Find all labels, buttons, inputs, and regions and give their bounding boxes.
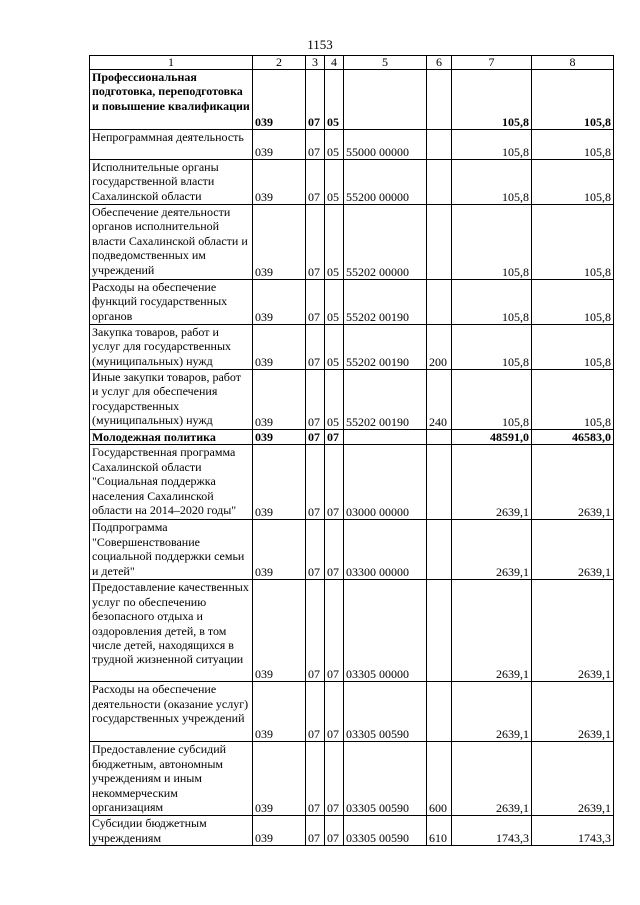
subsection-code: 07 bbox=[325, 682, 344, 742]
column-header: 6 bbox=[427, 56, 452, 70]
target-article-code: 03305 00590 bbox=[344, 742, 427, 816]
subsection-code: 05 bbox=[325, 280, 344, 325]
amount-year-2: 46583,0 bbox=[532, 430, 614, 445]
kvsr-code: 039 bbox=[253, 70, 306, 130]
section-code: 07 bbox=[306, 430, 325, 445]
target-article-code: 55202 00190 bbox=[344, 370, 427, 430]
subsection-code: 05 bbox=[325, 325, 344, 370]
target-article-code: 03305 00590 bbox=[344, 816, 427, 846]
amount-year-2: 105,8 bbox=[532, 325, 614, 370]
row-name: Подпрограмма "Совершенствование социальной поддержки семьи и детей" bbox=[90, 520, 253, 580]
section-code: 07 bbox=[306, 160, 325, 205]
row-name: Субсидии бюджетным учреждениям bbox=[90, 816, 253, 846]
budget-table bbox=[89, 55, 614, 846]
section-code: 07 bbox=[306, 816, 325, 846]
column-header: 2 bbox=[253, 56, 306, 70]
amount-year-1: 2639,1 bbox=[452, 742, 532, 816]
table-row bbox=[90, 70, 614, 130]
subsection-code: 07 bbox=[325, 816, 344, 846]
table-row bbox=[90, 445, 614, 520]
subsection-code: 05 bbox=[325, 205, 344, 280]
row-name: Закупка товаров, работ и услуг для государственных (муниципальных) нужд bbox=[90, 325, 253, 370]
expense-type-code bbox=[427, 682, 452, 742]
table-row bbox=[90, 325, 614, 370]
amount-year-1: 105,8 bbox=[452, 280, 532, 325]
page-number: 1153 bbox=[307, 37, 333, 52]
subsection-code: 07 bbox=[325, 580, 344, 682]
table-row bbox=[90, 160, 614, 205]
subsection-code: 05 bbox=[325, 130, 344, 160]
amount-year-2: 105,8 bbox=[532, 205, 614, 280]
row-name: Иные закупки товаров, работ и услуг для обеспечения государственных (муниципальных) нужд bbox=[90, 370, 253, 430]
kvsr-code: 039 bbox=[253, 370, 306, 430]
kvsr-code: 039 bbox=[253, 430, 306, 445]
target-article-code: 55200 00000 bbox=[344, 160, 427, 205]
amount-year-1: 105,8 bbox=[452, 205, 532, 280]
amount-year-1: 1743,3 bbox=[452, 816, 532, 846]
table-row bbox=[90, 430, 614, 445]
amount-year-2: 105,8 bbox=[532, 70, 614, 130]
amount-year-2: 105,8 bbox=[532, 130, 614, 160]
kvsr-code: 039 bbox=[253, 580, 306, 682]
section-code: 07 bbox=[306, 520, 325, 580]
row-name: Обеспечение деятельности органов исполнительной власти Сахалинской области и подведомственных им учреждений bbox=[90, 205, 253, 280]
amount-year-1: 105,8 bbox=[452, 70, 532, 130]
expense-type-code: 240 bbox=[427, 370, 452, 430]
amount-year-1: 105,8 bbox=[452, 160, 532, 205]
kvsr-code: 039 bbox=[253, 130, 306, 160]
expense-type-code bbox=[427, 205, 452, 280]
table-row bbox=[90, 370, 614, 430]
kvsr-code: 039 bbox=[253, 520, 306, 580]
section-code: 07 bbox=[306, 580, 325, 682]
target-article-code: 55202 00000 bbox=[344, 205, 427, 280]
kvsr-code: 039 bbox=[253, 280, 306, 325]
target-article-code bbox=[344, 70, 427, 130]
column-header: 4 bbox=[325, 56, 344, 70]
amount-year-1: 2639,1 bbox=[452, 445, 532, 520]
section-code: 07 bbox=[306, 325, 325, 370]
amount-year-1: 2639,1 bbox=[452, 580, 532, 682]
kvsr-code: 039 bbox=[253, 445, 306, 520]
row-name: Расходы на обеспечение деятельности (оказание услуг) государственных учреждений bbox=[90, 682, 253, 742]
subsection-code: 07 bbox=[325, 445, 344, 520]
target-article-code: 55202 00190 bbox=[344, 325, 427, 370]
amount-year-1: 2639,1 bbox=[452, 682, 532, 742]
row-name: Исполнительные органы государственной власти Сахалинской области bbox=[90, 160, 253, 205]
target-article-code: 55000 00000 bbox=[344, 130, 427, 160]
section-code: 07 bbox=[306, 280, 325, 325]
kvsr-code: 039 bbox=[253, 160, 306, 205]
amount-year-2: 1743,3 bbox=[532, 816, 614, 846]
subsection-code: 05 bbox=[325, 370, 344, 430]
section-code: 07 bbox=[306, 370, 325, 430]
expense-type-code bbox=[427, 280, 452, 325]
amount-year-2: 2639,1 bbox=[532, 580, 614, 682]
amount-year-2: 2639,1 bbox=[532, 520, 614, 580]
subsection-code: 07 bbox=[325, 430, 344, 445]
table-row bbox=[90, 682, 614, 742]
table-row bbox=[90, 580, 614, 682]
amount-year-2: 2639,1 bbox=[532, 445, 614, 520]
amount-year-1: 48591,0 bbox=[452, 430, 532, 445]
amount-year-2: 105,8 bbox=[532, 280, 614, 325]
expense-type-code bbox=[427, 160, 452, 205]
expense-type-code bbox=[427, 430, 452, 445]
amount-year-2: 105,8 bbox=[532, 160, 614, 205]
amount-year-1: 105,8 bbox=[452, 130, 532, 160]
expense-type-code bbox=[427, 70, 452, 130]
amount-year-2: 2639,1 bbox=[532, 742, 614, 816]
column-header: 3 bbox=[306, 56, 325, 70]
row-name: Предоставление качественных услуг по обеспечению безопасного отдыха и оздоровления детей, в том числе детей, находящихся в трудной жизненной ситуации bbox=[90, 580, 253, 682]
table-row bbox=[90, 205, 614, 280]
target-article-code: 03305 00000 bbox=[344, 580, 427, 682]
subsection-code: 05 bbox=[325, 160, 344, 205]
expense-type-code: 610 bbox=[427, 816, 452, 846]
row-name: Непрограммная деятельность bbox=[90, 130, 253, 160]
section-code: 07 bbox=[306, 205, 325, 280]
section-code: 07 bbox=[306, 682, 325, 742]
row-name: Молодежная политика bbox=[90, 430, 253, 445]
row-name: Государственная программа Сахалинской области "Социальная поддержка населения Сахалинской области на 2014–2020 годы" bbox=[90, 445, 253, 520]
target-article-code: 03300 00000 bbox=[344, 520, 427, 580]
column-header: 5 bbox=[344, 56, 427, 70]
amount-year-2: 105,8 bbox=[532, 370, 614, 430]
amount-year-2: 2639,1 bbox=[532, 682, 614, 742]
section-code: 07 bbox=[306, 742, 325, 816]
row-name: Профессиональная подготовка, переподготовка и повышение квалификации bbox=[90, 70, 253, 130]
table-row bbox=[90, 816, 614, 846]
expense-type-code bbox=[427, 520, 452, 580]
target-article-code: 55202 00190 bbox=[344, 280, 427, 325]
amount-year-1: 105,8 bbox=[452, 325, 532, 370]
amount-year-1: 2639,1 bbox=[452, 520, 532, 580]
expense-type-code bbox=[427, 445, 452, 520]
expense-type-code: 600 bbox=[427, 742, 452, 816]
section-code: 07 bbox=[306, 130, 325, 160]
target-article-code: 03305 00590 bbox=[344, 682, 427, 742]
expense-type-code bbox=[427, 580, 452, 682]
section-code: 07 bbox=[306, 70, 325, 130]
row-name: Расходы на обеспечение функций государственных органов bbox=[90, 280, 253, 325]
kvsr-code: 039 bbox=[253, 742, 306, 816]
subsection-code: 07 bbox=[325, 520, 344, 580]
subsection-code: 05 bbox=[325, 70, 344, 130]
target-article-code bbox=[344, 430, 427, 445]
table-row bbox=[90, 520, 614, 580]
row-name: Предоставление субсидий бюджетным, автономным учреждениям и иным некоммерческим организациям bbox=[90, 742, 253, 816]
header-row bbox=[90, 56, 614, 70]
column-header: 1 bbox=[90, 56, 253, 70]
column-header: 7 bbox=[452, 56, 532, 70]
kvsr-code: 039 bbox=[253, 816, 306, 846]
target-article-code: 03000 00000 bbox=[344, 445, 427, 520]
section-code: 07 bbox=[306, 445, 325, 520]
amount-year-1: 105,8 bbox=[452, 370, 532, 430]
kvsr-code: 039 bbox=[253, 205, 306, 280]
kvsr-code: 039 bbox=[253, 325, 306, 370]
subsection-code: 07 bbox=[325, 742, 344, 816]
table-row bbox=[90, 280, 614, 325]
column-header: 8 bbox=[532, 56, 614, 70]
expense-type-code: 200 bbox=[427, 325, 452, 370]
table-row bbox=[90, 130, 614, 160]
expense-type-code bbox=[427, 130, 452, 160]
table-row bbox=[90, 742, 614, 816]
kvsr-code: 039 bbox=[253, 682, 306, 742]
